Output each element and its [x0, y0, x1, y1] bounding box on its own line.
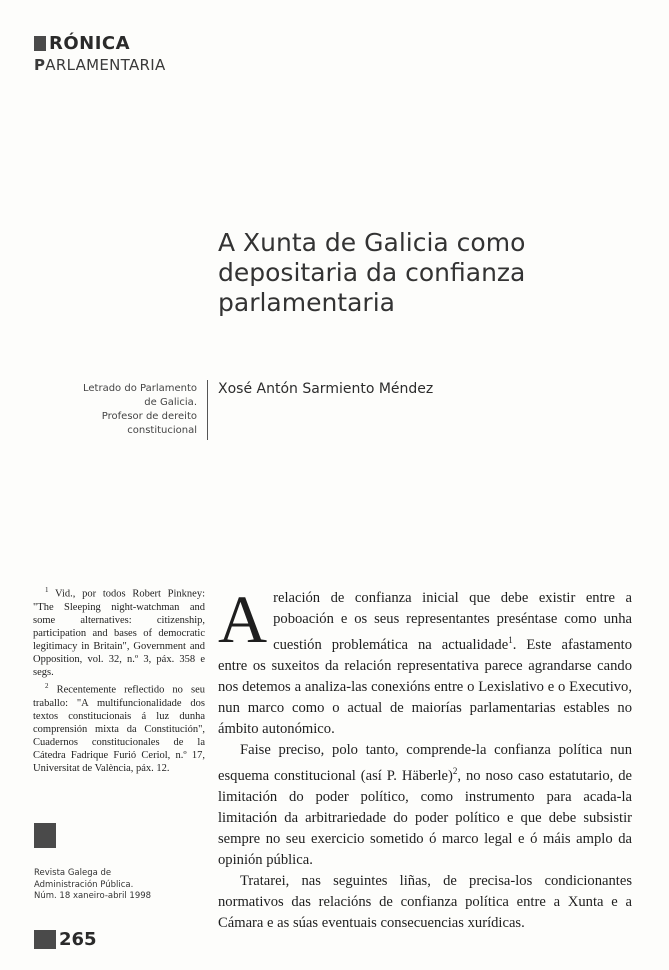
footnote-text: Vid., por todos Robert Pinkney: "The Sleeping night-watchman and some alternatives: citizenship, participation and bases of democratic legitimacy in Britain", Government and Opposition, vol. 32, n.º 3, páx. 358 e segs.	[33, 588, 205, 679]
footnote-ref-1: 1	[508, 635, 513, 645]
journal-info	[34, 868, 151, 903]
affiliation-divider	[207, 380, 208, 440]
author-affiliation	[40, 382, 197, 438]
paragraph-2-text-a: Faise preciso, polo tanto, comprende-la confianza política nun esquema constitucional (así P. Häberle)	[218, 741, 632, 784]
section-title-line1	[34, 33, 166, 54]
paragraph-2-text-b: , no noso caso estatutario, de limitación do poder político, como instrumento para acada-la limitación da arbitrariedade do poder político e que debe subsistir sempre no seu exercicio sometido ó marco legal e ó máis amplo da opinión pública.	[218, 767, 632, 868]
journal-line: Revista Galega de	[34, 868, 112, 878]
footnote-ref-2: 2	[452, 765, 458, 776]
footnote-text: Recentemente reflectido no seu traballo: "A multifuncionalidade dos textos constitucionais á luz dunha comprensión mixta da Constitución", Cuadernos constitucionales de la Cátedra Fadrique Furió Ceriol, n.º 17, Universitat de València, páx. 12.	[33, 684, 205, 775]
section-initial-p: P	[34, 56, 46, 74]
paragraph-1-text-b: . Este afastamento entre os suxeitos da relación representativa parece agrandarse cando nos detemos a analiza-las conexións entre o Lexislativo e o Executivo, nun marco como o actual de maiorías parlamentarias estables no ámbito autonómico.	[218, 636, 632, 737]
affiliation-line: Profesor de dereito	[101, 411, 197, 422]
section-title-line2	[34, 56, 166, 74]
section-header	[34, 33, 166, 74]
section-title-cronica: RÓNICA	[49, 33, 131, 54]
affiliation-line: de Galicia.	[144, 397, 197, 408]
affiliation-line: constitucional	[127, 425, 197, 436]
page-number-text: 265	[59, 929, 97, 950]
author-name: Xosé Antón Sarmiento Méndez	[218, 381, 434, 397]
article-title: A Xunta de Galicia como depositaria da confianza parlamentaria	[218, 228, 526, 317]
paragraph-3: Tratarei, nas seguintes liñas, de precisa-los condicionantes normativos das relacións de confianza política entre a Xunta e a Cámara e as súas eventuais consecuencias xurídicas.	[218, 872, 632, 931]
affiliation-line: Letrado do Parlamento	[83, 383, 197, 394]
section-title-parlamentaria: ARLAMENTARIA	[45, 56, 166, 74]
footnote-number: 2	[45, 682, 49, 691]
paragraph-1-text-a: relación de confianza inicial que debe existir entre a poboación e os seus representantes preséntase como unha cuestión problemática na actualidade	[273, 590, 632, 653]
journal-line: Administración Pública.	[34, 879, 134, 890]
drop-cap: A	[218, 581, 268, 657]
footnote-number: 1	[45, 586, 49, 594]
decorative-square	[34, 823, 56, 848]
footnote-1	[33, 584, 205, 679]
footnote-2	[33, 680, 205, 775]
footnotes	[33, 584, 205, 776]
paragraph-1	[218, 581, 632, 740]
page-number-square	[34, 930, 56, 949]
journal-line: Núm. 18 xaneiro-abril 1998	[34, 891, 152, 901]
paragraph-2	[218, 740, 632, 871]
article-body	[218, 581, 632, 934]
section-initial-box	[34, 36, 46, 51]
page-number	[34, 929, 97, 950]
